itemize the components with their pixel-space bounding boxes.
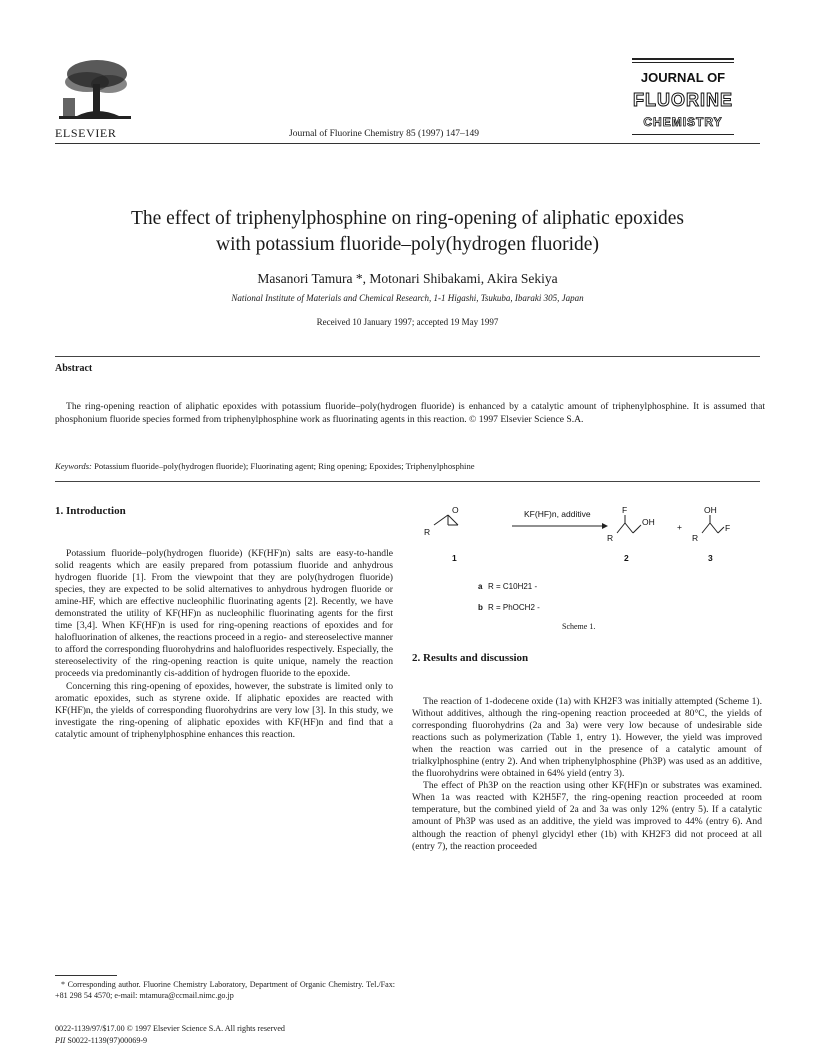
journal-of-fluorine-chemistry-logo xyxy=(632,58,734,140)
corresponding-author-note: * Corresponding author. Fluorine Chemistry Laboratory, Department of Organic Chemistry. Tel./Fax: +81 298 54 4570; e-mail: mtamura@ccmail.nimc.go.jp xyxy=(55,980,395,1001)
footnote-rule xyxy=(55,975,117,976)
header-rule xyxy=(55,143,760,144)
product3-fluorine: F xyxy=(725,523,731,533)
legend-b: R = PhOCH2 - xyxy=(488,603,540,612)
product2-hydroxyl: OH xyxy=(642,517,655,527)
introduction-body xyxy=(55,548,393,741)
legend-b-label: b xyxy=(478,603,483,612)
product2-bond-2 xyxy=(625,523,633,533)
legend-a-label: a xyxy=(478,582,483,591)
keywords-label: Keywords: xyxy=(55,461,92,471)
product3-bond-1 xyxy=(702,523,710,533)
elsevier-tree-logo xyxy=(57,54,133,124)
keywords-list: Potassium fluoride–poly(hydrogen fluoride); Fluorinating agent; Ring opening; Epoxides; Triphenylphosphine xyxy=(94,461,475,471)
introduction-paragraph-1: Potassium fluoride–poly(hydrogen fluoride) (KF(HF)n) salts are easy-to-handle solid reagents which are easily prepared from potassium fluoride and anhydrous hydrogen fluoride [1]. From the viewpoint that they are poly(hydrogen fluoride) species, they are expected to be solid alternatives to anhydrous hydrogen fluoride or amine-HF, which are effective nucleophilic fluorinating agents [2]. Recently, we have demonstrated the utility of KF(HF)n as nucleophilic fluorinating agents for the first time [3,4]. When KF(HF)n is used for ring-opening reactions of epoxides and for halofluorination of alkenes, the reactions proceed in a regio- and stereoselective manner to afford the corresponding fluorohydrins and halofluorides respectively. Especially, the stereoselectivity of the ring-opening reaction is quite unique, namely the reaction proceeds via predominantly cis-addition of hydrogen fluoride to the epoxide. xyxy=(55,548,393,680)
abstract-top-rule xyxy=(55,356,760,357)
product3-bond-2 xyxy=(710,523,718,533)
product2-bond-1 xyxy=(617,523,625,533)
journal-citation: Journal of Fluorine Chemistry 85 (1997) 147–149 xyxy=(289,129,479,139)
product3-bond-3 xyxy=(718,527,724,533)
abstract-bottom-rule xyxy=(55,481,760,482)
arrow-head xyxy=(602,523,608,529)
results-paragraph-2: The effect of Ph3P on the reaction using other KF(HF)n or substrates was examined. When 1a was reacted with K2H5F7, the ring-opening reaction proceeded at room temperature, but the combined yield of 2a and 3a was only 12% (entry 5). If a catalytic amount of Ph3P was used as an additive, the yield was improved to 44% (entry 6). And although the reaction of phenyl glycidyl ether (1b) with KH2F3 did not proceed at all (entry 7), the reaction proceeded xyxy=(412,780,762,852)
compound-3-label: 3 xyxy=(708,553,713,563)
legend-a: R = C10H21 - xyxy=(488,582,538,591)
product3-hydroxyl: OH xyxy=(704,505,717,515)
introduction-paragraph-2: Concerning this ring-opening of epoxides, however, the substrate is limited only to aromatic epoxides, such as styrene oxide. If aliphatic epoxides are reacted with KF(HF)n, the yields of corresponding fluorohydrins are very low [3]. In this study, we investigate the ring-opening of aliphatic epoxides with KF(HF)n and find that a catalytic amount of triphenylphosphine enhances this reaction. xyxy=(55,680,393,740)
publisher-name: ELSEVIER xyxy=(55,126,117,140)
epoxide-oxygen: O xyxy=(452,505,459,515)
received-dates: Received 10 January 1997; accepted 19 May 1997 xyxy=(316,317,499,327)
abstract-body: The ring-opening reaction of aliphatic epoxides with potassium fluoride–poly(hydrogen fluoride) is enhanced by a catalytic amount of triphenylphosphine. It is assumed that phosphonium fluoride species formed from triphenylphosphine work as fluorinating agents in this reaction. © 1997 Elsevier Science S.A. xyxy=(55,401,765,425)
introduction-heading: 1. Introduction xyxy=(55,505,126,517)
results-paragraph-1: The reaction of 1-dodecene oxide (1a) with KH2F3 was initially attempted (Scheme 1). Without additives, although the ring-opening reaction proceeded at 80°C, the yields of corresponding fluorohydrins (2a and 3a) were very low because of undesirable side reactions such as polymerization (Table 1, entry 1). However, the yield was improved when the reaction was carried out in the presence of a catalytic amount of trialkylphosphine (entry 2). And when triphenylphosphine (Ph3P) was used as an additive, the fluorohydrins were obtained in 64% yield (entry 3). xyxy=(412,696,762,780)
compound-2-label: 2 xyxy=(624,553,629,563)
epoxide-r-group: R xyxy=(424,527,431,537)
product3-r-group: R xyxy=(692,533,699,543)
scheme-1-diagram xyxy=(412,503,762,633)
epoxide-bond-1 xyxy=(434,515,448,525)
journal-logo-line3: CHEMISTRY xyxy=(643,115,723,129)
affiliation: National Institute of Materials and Chemical Research, 1-1 Higashi, Tsukuba, Ibaraki 305, Japan xyxy=(231,293,584,303)
product2-fluorine: F xyxy=(622,505,628,515)
article-title xyxy=(40,206,775,258)
journal-logo-line2: FLUORINE xyxy=(633,90,733,110)
title-line-1: The effect of triphenylphosphine on ring-opening of aliphatic epoxides xyxy=(130,208,685,229)
keywords xyxy=(55,461,765,471)
copyright-line: 0022-1139/97/$17.00 © 1997 Elsevier Science S.A. All rights reserved xyxy=(55,1024,285,1033)
footnote xyxy=(55,979,395,1002)
journal-logo-line1: JOURNAL OF xyxy=(640,70,726,85)
results-heading: 2. Results and discussion xyxy=(412,652,529,664)
authors: Masanori Tamura *, Motonari Shibakami, Akira Sekiya xyxy=(257,271,558,286)
abstract-heading: Abstract xyxy=(55,363,93,374)
plus-sign: + xyxy=(677,522,682,532)
product2-bond-3 xyxy=(633,525,641,533)
pii-label: PII xyxy=(55,1036,66,1045)
product2-r-group: R xyxy=(607,533,614,543)
pii-line xyxy=(55,1036,147,1045)
epoxide-bond-2 xyxy=(448,515,458,525)
scheme-caption: Scheme 1. xyxy=(562,622,596,631)
title-line-2: with potassium fluoride–poly(hydrogen fluoride) xyxy=(216,234,599,255)
reaction-conditions: KF(HF)n, additive xyxy=(524,509,591,519)
pii-value: S0022-1139(97)00069-9 xyxy=(67,1036,148,1045)
compound-1-label: 1 xyxy=(452,553,457,563)
results-body xyxy=(412,696,762,853)
